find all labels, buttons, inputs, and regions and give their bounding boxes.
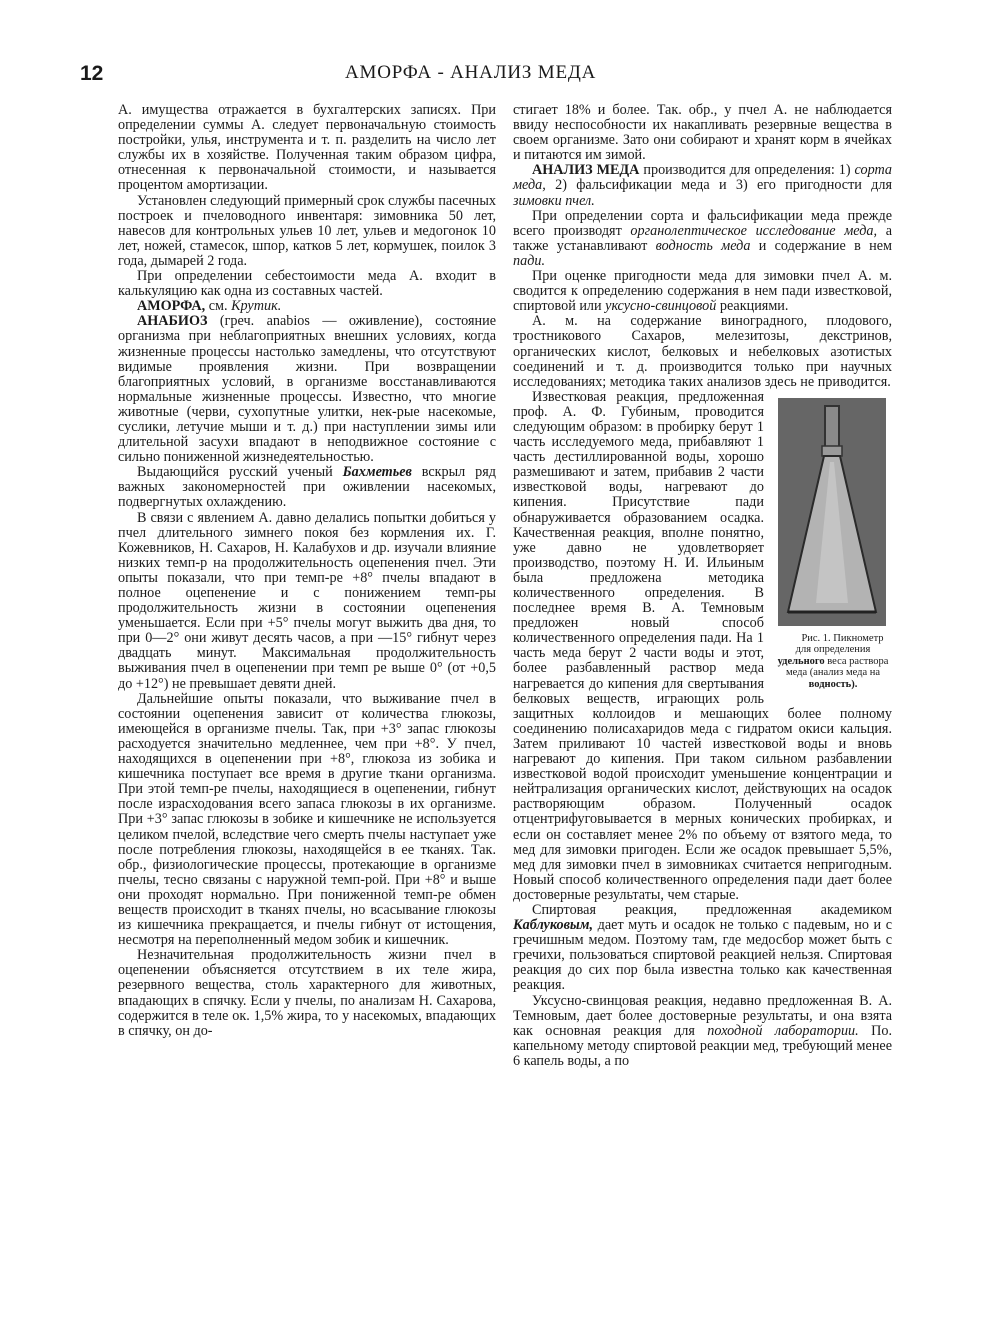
- entry-amorfa: [118, 299, 496, 314]
- left-column: [118, 103, 496, 1039]
- paragraph: [513, 269, 892, 314]
- right-column: [513, 103, 892, 1069]
- entry-term: АМОРФА,: [137, 298, 206, 315]
- entry-anabioz: [118, 314, 496, 465]
- text-run: Спиртовая реакция, предложенная академиком: [532, 901, 892, 918]
- paragraph: Дальнейшие опыты показали, что выживание пчел в состоянии оцепенения зависит от количества глюкозы, имеющейся в организме пчелы. Так, при +3° запас глюкозы расходуется значительно медленнее, чем при +8°. У пчел, находящихся в оцепенении при +8°, глюкоза из зобика и кишечника поступает все время в другие ткани организма. При этой темп-ре пчелы, находящиеся в оцепенении, гибнут после израсходования всего запаса глюкозы в их организме. При +3° запас глюкозы в зобике и кишечнике не используется целиком пчелой, вследствие чего смерть пчелы наступает уже после потребления глюкозы, находящейся в ее тканях. Так. обр., физиологические процессы, протекающие в организме пчелы, тесно связаны с наружной темп-рой. При +8° и выше они проходят нормально. При пониженной темп-ре обмен веществ происходит в тканях пчелы, но всасывание глюкозы из кишечника прекращается, и пчелы гибнут от истощения, несмотря на переполненный медом зобик и кишечник.: [118, 690, 496, 949]
- text-run: и содержание в нем: [750, 237, 892, 254]
- entry-term: АНАЛИЗ МЕДА: [532, 162, 640, 179]
- entry-text: см.: [205, 298, 232, 315]
- page-number: 12: [80, 62, 104, 85]
- paragraph: [513, 209, 892, 269]
- person-name: Каблуковым,: [513, 917, 594, 934]
- entry-analiz-meda: [513, 163, 892, 208]
- text-run: По. капельному методу спиртовой реакции мед, требующий менее 6 капель воды, а по: [513, 1022, 892, 1069]
- text-run: Рис. 1. Пикнометр для определения: [795, 632, 884, 656]
- paragraph: Известковая реакция, предложенная проф. А. Ф. Губиным, проводится следующим образом: в пробирку берут 1 часть исследуемого меда, прибавляют 1 часть дестиллированной воды, хорошо размешивают и затем, прибавив 2 части известковой воды, нагревают до кипения. Присутствие пади обнаруживается образованием осадка. Качественная реакция, вполне понятно, уже давно не удовлетворяет производство, поэтому Н. И. Ильиным была предложена методика количественного определения. В последнее время В. А. Темновым предложен новый способ количественного определения пади. На 1 часть меда берут 2 части воды и этот, более разбавленный раствор меда нагревается до кипения для свертывания белковых веществ, играющих роль защитных коллоидов и мешающих более полному соединению полисахаридов меда с гидратом окиси кальция. Затем приливают 10 частей известковой воды и вновь нагревают до кипения. При таком сильном разбавлении известковой водой происходит уменьшение концентрации и нейтрализация органических кислот, действующих на осадок растворяющим образом. Полученный осадок отцентрифуговывается в мерных конических пробирках, и если он составляет менее 2% по объему от взятого меда, то мед для зимовки пригоден. Если же осадок превышает 5,5%, мед для зимовки пчел в зимовниках считается непригодным. Новый способ количественного определения пади дает более достоверные результаты, чем старые.: [513, 388, 892, 903]
- paragraph: стигает 18% и более. Так. обр., у пчел А. не наблюдается ввиду неспособности их накапливать резервные вещества в своем организме. Зато они собирают и хранят корм в ячейках и питаются им зимой.: [513, 102, 892, 164]
- emphasis: пади.: [513, 252, 546, 269]
- text-run: реакциями.: [716, 298, 789, 315]
- text-run: дает муть и осадок не только с падевым, но и с гречишным медом. Поэтому там, где медосбор может быть с гречихи, пользоваться спиртовой реакцией нельзя. Спиртовая реакция до сих пор была известна только как качественная реакция.: [513, 917, 892, 994]
- text-run: Уксусно-свинцовая реакция, недавно предложенная В. А. Темновым, дает более достоверные результаты, и она взята как основная реакция для: [513, 992, 892, 1039]
- person-name: Бахметьев: [342, 464, 412, 481]
- paragraph: [513, 994, 892, 1069]
- pycnometer-image: [778, 398, 886, 626]
- emphasis: сорта меда,: [513, 162, 892, 194]
- emphasis: зимовки пчел.: [513, 192, 595, 209]
- text-run: веса раствора меда (анализ меда на: [785, 655, 889, 679]
- emphasis: водность меда: [655, 237, 751, 254]
- figure-pycnometer: [774, 398, 892, 691]
- text-run: При оценке пригодности меда для зимовки пчел А. м. сводится к определению содержания в нем пади известковой, спиртовой или: [513, 268, 892, 315]
- paragraph: В связи с явлением А. давно делались попытки добиться у пчел длительного зимнего покоя без кормления их. Г. Кожевников, Н. Сахаров, Н. Калабухов и др. изучали влияние низких темп-р на продолжительность оцепенения пчел. Эти опыты показали, что при темп-ре +8° пчелы впадают в полное оцепенение и с понижением темп-ры продолжительность жизни в состоянии оцепенения уменьшается. Если при +5° пчелы могут выжить два дня, то при 0—2° они живут десять часов, а при —15° гибнут через двадцать минут. Максимальная продолжительность выживания пчел в оцепенении при темп ре выше 0° (от +0,5 до +12°) не превышает девяти дней.: [118, 509, 496, 692]
- paragraph: [118, 465, 496, 510]
- cross-reference: Крутик.: [231, 298, 282, 315]
- paragraph: При определении себестоимости меда А. входит в калькуляцию как одна из составных частей.: [118, 268, 496, 300]
- text-run: вскрыл ряд важных закономерностей при оживлении насекомых, подвергнутых охлаждению.: [118, 464, 496, 511]
- figure-caption: [774, 633, 892, 691]
- paragraph: А. м. на содержание виноградного, плодового, тростникового Сахаров, мелезитозы, декстринов, органических кислот, белковых и небелковых азотистых соединений и т. д. производится только при научных исследованиях; методика таких анализов здесь не приводится.: [513, 313, 892, 390]
- running-title: АМОРФА - АНАЛИЗ МЕДА: [345, 62, 597, 83]
- paragraph: Установлен следующий примерный срок службы пасечных построек и пчеловодного инвентаря: зимовника 50 лет, навесов для контрольных ульев 10 лет, ульев и медогонок 10 лет, ножей, стамесок, шпор, катков 5 лет, кормушек, поилок 3 года, дымарей 2 года.: [118, 192, 496, 269]
- entry-text: (греч. anabios — оживление), состояние организма при неблагоприятных внешних условиях, когда жизненные процессы настолько замедлены, что отсутствуют видимые проявления жизни. При возвращении благоприятных условий, в организме восстанавливаются нормальные жизненные процессы. Известно, что многие животные (черви, сухопутные улитки, нек-рые насекомые, суслики, летучие мыши и т. д.) при наступлении зимы или длительной засухи впадают в неподвижное состояние с сильно пониженной жизнедеятельностью.: [118, 313, 496, 466]
- text-run: При определении сорта и фальсификации меда прежде всего производят: [513, 207, 892, 239]
- emphasis: органолептическое исследование меда,: [630, 222, 878, 239]
- pycnometer-flask-icon: [778, 398, 886, 626]
- emphasis: удельного: [777, 655, 825, 667]
- emphasis: походной лаборатории.: [707, 1022, 859, 1039]
- paragraph: Незначительная продолжительность жизни пчел в оцепенении объясняется отсутствием в их теле жира, резервного вещества, столь характерного для животных, впадающих в спячку. Если у пчелы, по анализам Н. Сахарова, содержится в теле ок. 1,5% жира, то у насекомых, впадающих в спячку, он до-: [118, 947, 496, 1039]
- entry-term: АНАБИОЗ: [137, 313, 208, 330]
- text-run: Выдающийся русский ученый: [137, 464, 343, 481]
- emphasis: водность).: [808, 678, 858, 690]
- paragraph: [513, 903, 892, 994]
- text-run: 2) фальсификации меда и 3) его пригодности для: [545, 177, 892, 194]
- paragraph: А. имущества отражается в бухгалтерских записях. При определении суммы А. следует первоначальную стоимость постройки, улья, инструмента и т. п. разделить на число лет службы их в хозяйстве. Полученная таким образом цифра, отнесенная к первоначальной стоимости, и называется процентом амортизации.: [118, 102, 496, 194]
- text-run: производится для определения: 1): [639, 162, 855, 179]
- text-run: а также устанавливают: [513, 222, 892, 254]
- emphasis: уксусно-свинцовой: [605, 298, 717, 315]
